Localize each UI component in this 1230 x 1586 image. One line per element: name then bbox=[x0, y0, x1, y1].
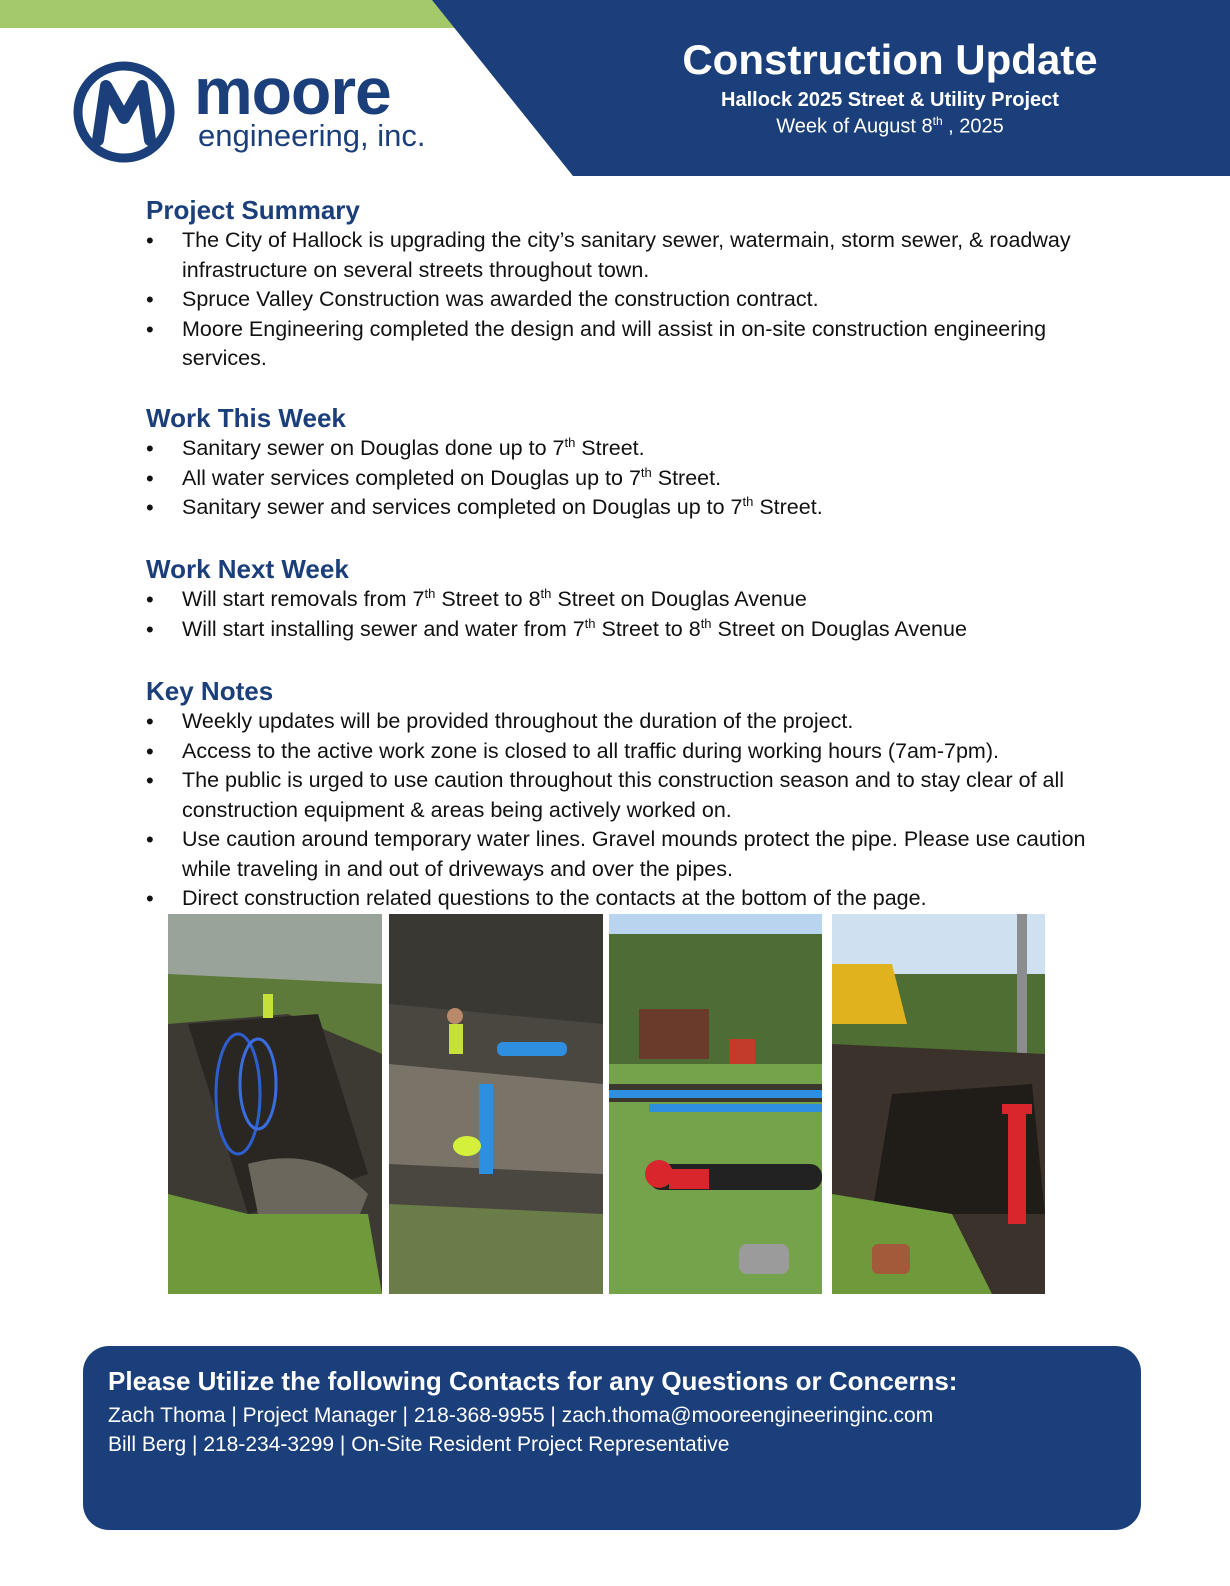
project-name: Hallock 2025 Street & Utility Project bbox=[721, 89, 1059, 111]
key-notes-section bbox=[146, 675, 1136, 914]
list-item: • Access to the active work zone is closed to all traffic during working hours (7am-7pm). bbox=[146, 737, 1136, 767]
logo-subline: engineering, inc. bbox=[198, 118, 426, 153]
header-banner bbox=[432, 0, 1230, 176]
contact-project-manager: Zach Thoma | Project Manager | 218-368-9955 | zach.thoma@mooreengineeringinc.com bbox=[108, 1404, 934, 1427]
list-item: • The public is urged to use caution throughout this construction season and to stay clear of all construction equipment & areas being actively worked on. bbox=[146, 766, 1136, 825]
page-title: Construction Update bbox=[682, 36, 1098, 83]
contact-resident-rep: Bill Berg | 218-234-3299 | On-Site Resident Project Representative bbox=[108, 1433, 730, 1456]
photo-blue-pipe-install bbox=[389, 914, 603, 1294]
list-item: • Use caution around temporary water lines. Gravel mounds protect the pipe. Please use caution while traveling in and out of driveways and over the pipes. bbox=[146, 825, 1136, 884]
list-item: • Moore Engineering completed the design and will assist in on-site construction engineering services. bbox=[146, 315, 1136, 374]
list-item: • Direct construction related questions to the contacts at the bottom of the page. bbox=[146, 884, 1136, 914]
contact-box bbox=[83, 1346, 1141, 1530]
list-item: • Will start installing sewer and water from 7th Street to 8th Street on Douglas Avenue bbox=[146, 615, 1136, 645]
contact-heading: Please Utilize the following Contacts for any Questions or Concerns: bbox=[108, 1366, 958, 1396]
list-item: • Will start removals from 7th Street to 8th Street on Douglas Avenue bbox=[146, 585, 1136, 615]
moore-logo-icon bbox=[72, 60, 176, 164]
section-heading: Work Next Week bbox=[146, 554, 349, 584]
photo-pipe-across-yard bbox=[609, 914, 822, 1294]
header-green-accent bbox=[0, 0, 470, 28]
logo-wordmark: moore bbox=[194, 54, 391, 128]
work-next-week-section bbox=[146, 553, 1136, 644]
work-this-week-section bbox=[146, 402, 1136, 523]
list-item: • Sanitary sewer on Douglas done up to 7th Street. bbox=[146, 434, 1136, 464]
list-item: • All water services completed on Douglas up to 7th Street. bbox=[146, 464, 1136, 494]
section-heading: Project Summary bbox=[146, 195, 360, 225]
photo-hydrant-excavator bbox=[832, 914, 1045, 1294]
list-item: • Spruce Valley Construction was awarded the construction contract. bbox=[146, 285, 1136, 315]
list-item: • The City of Hallock is upgrading the city’s sanitary sewer, watermain, storm sewer, & roadway infrastructure on several streets throughout town. bbox=[146, 226, 1136, 285]
week-date: Week of August 8th , 2025 bbox=[776, 114, 1004, 138]
section-heading: Key Notes bbox=[146, 676, 274, 706]
list-item: • Weekly updates will be provided throughout the duration of the project. bbox=[146, 707, 1136, 737]
section-heading: Work This Week bbox=[146, 403, 346, 433]
photo-trench-pipes bbox=[168, 914, 382, 1294]
project-summary-section bbox=[146, 194, 1136, 374]
list-item: • Sanitary sewer and services completed on Douglas up to 7th Street. bbox=[146, 493, 1136, 523]
construction-photos bbox=[168, 914, 1048, 1294]
